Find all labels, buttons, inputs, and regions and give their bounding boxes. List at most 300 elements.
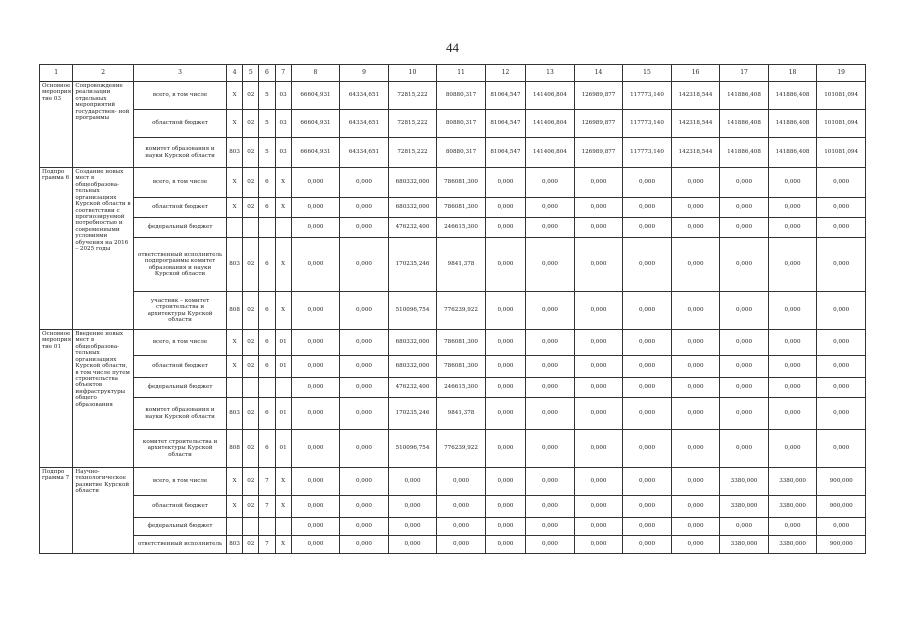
value-cell: 0,000 — [671, 292, 720, 330]
value-cell: 786081,300 — [437, 198, 486, 218]
value-cell: 72815,222 — [388, 110, 437, 138]
funding-source-cell: федеральный бюджет — [134, 518, 227, 536]
value-cell: 680332,000 — [388, 198, 437, 218]
value-cell: 0,000 — [485, 378, 525, 398]
code-cell: 5 — [259, 138, 275, 168]
value-cell: 9841,378 — [437, 238, 486, 292]
value-cell: 0,000 — [526, 430, 575, 468]
code-cell: X — [227, 496, 243, 518]
value-cell: 0,000 — [340, 238, 389, 292]
value-cell: 117773,140 — [623, 82, 672, 110]
value-cell: 0,000 — [485, 292, 525, 330]
value-cell: 0,000 — [817, 218, 866, 238]
value-cell: 900,000 — [817, 468, 866, 496]
table-row — [40, 82, 866, 110]
code-cell — [227, 378, 243, 398]
value-cell: 0,000 — [768, 518, 817, 536]
code-cell: X — [227, 82, 243, 110]
value-cell: 0,000 — [526, 468, 575, 496]
value-cell: 117773,140 — [623, 110, 672, 138]
value-cell: 80880,317 — [437, 138, 486, 168]
code-cell: 803 — [227, 398, 243, 430]
value-cell: 0,000 — [768, 378, 817, 398]
code-cell: 7 — [259, 536, 275, 554]
value-cell: 0,000 — [623, 168, 672, 198]
value-cell: 0,000 — [671, 536, 720, 554]
value-cell: 0,000 — [720, 518, 769, 536]
value-cell: 0,000 — [623, 218, 672, 238]
value-cell: 0,000 — [671, 430, 720, 468]
value-cell: 0,000 — [623, 292, 672, 330]
budget-table — [39, 64, 866, 554]
code-cell: 6 — [259, 430, 275, 468]
table-row — [40, 518, 866, 536]
table-row — [40, 110, 866, 138]
value-cell: 0,000 — [574, 218, 623, 238]
value-cell: 0,000 — [671, 356, 720, 378]
code-cell: 02 — [243, 398, 259, 430]
value-cell: 142318,544 — [671, 138, 720, 168]
value-cell: 0,000 — [485, 398, 525, 430]
column-header: 7 — [275, 65, 291, 82]
table-row — [40, 468, 866, 496]
value-cell: 0,000 — [340, 330, 389, 356]
table-row — [40, 430, 866, 468]
value-cell: 0,000 — [340, 356, 389, 378]
value-cell: 0,000 — [623, 238, 672, 292]
value-cell: 0,000 — [768, 356, 817, 378]
value-cell: 0,000 — [574, 292, 623, 330]
value-cell: 0,000 — [817, 198, 866, 218]
value-cell: 0,000 — [671, 518, 720, 536]
column-header: 13 — [526, 65, 575, 82]
value-cell: 786081,300 — [437, 356, 486, 378]
value-cell: 0,000 — [485, 468, 525, 496]
value-cell: 0,000 — [768, 398, 817, 430]
code-cell: X — [227, 110, 243, 138]
funding-source-cell: федеральный бюджет — [134, 378, 227, 398]
value-cell: 81064,547 — [485, 138, 525, 168]
value-cell: 141886,408 — [768, 138, 817, 168]
value-cell: 0,000 — [720, 430, 769, 468]
value-cell: 0,000 — [623, 378, 672, 398]
funding-source-cell: всего, в том числе — [134, 468, 227, 496]
value-cell: 0,000 — [720, 238, 769, 292]
value-cell: 510096,754 — [388, 292, 437, 330]
code-cell: 01 — [275, 430, 291, 468]
value-cell: 0,000 — [671, 218, 720, 238]
value-cell: 0,000 — [768, 168, 817, 198]
value-cell: 72815,222 — [388, 82, 437, 110]
value-cell: 0,000 — [623, 330, 672, 356]
column-header: 18 — [768, 65, 817, 82]
value-cell: 117773,140 — [623, 138, 672, 168]
value-cell: 786081,300 — [437, 330, 486, 356]
value-cell: 141406,804 — [526, 138, 575, 168]
value-cell: 0,000 — [768, 238, 817, 292]
value-cell: 3380,000 — [720, 536, 769, 554]
value-cell: 3380,000 — [768, 496, 817, 518]
code-cell: X — [227, 168, 243, 198]
value-cell: 0,000 — [623, 430, 672, 468]
value-cell: 0,000 — [485, 356, 525, 378]
funding-source-cell: всего, в том числе — [134, 168, 227, 198]
value-cell: 0,000 — [291, 398, 340, 430]
value-cell: 0,000 — [574, 518, 623, 536]
code-cell — [275, 518, 291, 536]
program-code-cell: Подпро грамма 7 — [40, 468, 73, 554]
value-cell: 0,000 — [526, 518, 575, 536]
value-cell: 0,000 — [291, 168, 340, 198]
column-header: 19 — [817, 65, 866, 82]
program-name-cell: Научно- технологическое развитие Курской области — [73, 468, 134, 554]
column-header: 9 — [340, 65, 389, 82]
funding-source-cell: комитет строительства и архитектуры Курской области — [134, 430, 227, 468]
value-cell: 141886,408 — [768, 110, 817, 138]
code-cell: 6 — [259, 330, 275, 356]
value-cell: 0,000 — [340, 430, 389, 468]
value-cell: 141886,408 — [720, 82, 769, 110]
code-cell: 02 — [243, 138, 259, 168]
value-cell: 0,000 — [340, 398, 389, 430]
value-cell: 0,000 — [340, 468, 389, 496]
value-cell: 0,000 — [291, 356, 340, 378]
funding-source-cell: ответственный исполнитель — [134, 536, 227, 554]
code-cell: 6 — [259, 198, 275, 218]
value-cell: 0,000 — [485, 330, 525, 356]
code-cell — [227, 218, 243, 238]
value-cell: 0,000 — [720, 378, 769, 398]
value-cell: 0,000 — [574, 198, 623, 218]
header-row — [40, 65, 866, 82]
page-number: 44 — [446, 40, 459, 55]
code-cell: 01 — [275, 356, 291, 378]
column-header: 1 — [40, 65, 73, 82]
code-cell — [275, 218, 291, 238]
code-cell: X — [227, 468, 243, 496]
value-cell: 680332,000 — [388, 330, 437, 356]
funding-source-cell: всего, в том числе — [134, 82, 227, 110]
column-header: 2 — [73, 65, 134, 82]
funding-source-cell: участник – комитет строительства и архитектуры Курской области — [134, 292, 227, 330]
value-cell: 101081,094 — [817, 82, 866, 110]
code-cell: 6 — [259, 238, 275, 292]
code-cell: 02 — [243, 110, 259, 138]
value-cell: 0,000 — [526, 496, 575, 518]
funding-source-cell: областной бюджет — [134, 110, 227, 138]
value-cell: 0,000 — [574, 168, 623, 198]
value-cell: 0,000 — [291, 198, 340, 218]
value-cell: 0,000 — [671, 168, 720, 198]
value-cell: 0,000 — [291, 536, 340, 554]
code-cell: 03 — [275, 82, 291, 110]
funding-source-cell: ответственный исполнитель подпрограммы комитет образования и науки Курской области — [134, 238, 227, 292]
value-cell: 81064,547 — [485, 82, 525, 110]
value-cell: 0,000 — [526, 536, 575, 554]
value-cell: 64334,651 — [340, 138, 389, 168]
value-cell: 246615,300 — [437, 378, 486, 398]
value-cell: 0,000 — [574, 430, 623, 468]
value-cell: 0,000 — [388, 518, 437, 536]
value-cell: 0,000 — [340, 536, 389, 554]
code-cell: X — [275, 238, 291, 292]
code-cell: X — [275, 292, 291, 330]
value-cell: 776239,922 — [437, 292, 486, 330]
funding-source-cell: комитет образования и науки Курской области — [134, 138, 227, 168]
value-cell: 0,000 — [574, 378, 623, 398]
value-cell: 0,000 — [817, 378, 866, 398]
program-code-cell: Основное мероприя тие 01 — [40, 330, 73, 468]
value-cell: 0,000 — [485, 218, 525, 238]
value-cell: 0,000 — [574, 238, 623, 292]
column-header: 3 — [134, 65, 227, 82]
value-cell: 9841,378 — [437, 398, 486, 430]
code-cell: 02 — [243, 356, 259, 378]
value-cell: 81064,547 — [485, 110, 525, 138]
value-cell: 0,000 — [623, 398, 672, 430]
table-row — [40, 198, 866, 218]
value-cell: 0,000 — [720, 356, 769, 378]
value-cell: 0,000 — [671, 198, 720, 218]
value-cell: 900,000 — [817, 536, 866, 554]
value-cell: 0,000 — [340, 518, 389, 536]
value-cell: 476232,400 — [388, 378, 437, 398]
value-cell: 72815,222 — [388, 138, 437, 168]
value-cell: 0,000 — [768, 430, 817, 468]
value-cell: 0,000 — [817, 518, 866, 536]
value-cell: 0,000 — [671, 238, 720, 292]
column-header: 5 — [243, 65, 259, 82]
funding-source-cell: областной бюджет — [134, 356, 227, 378]
value-cell: 0,000 — [574, 536, 623, 554]
column-header: 4 — [227, 65, 243, 82]
value-cell: 0,000 — [291, 378, 340, 398]
value-cell: 0,000 — [485, 238, 525, 292]
value-cell: 0,000 — [574, 496, 623, 518]
code-cell: 803 — [227, 138, 243, 168]
code-cell: 6 — [259, 292, 275, 330]
code-cell: 02 — [243, 238, 259, 292]
value-cell: 0,000 — [526, 378, 575, 398]
value-cell: 0,000 — [340, 198, 389, 218]
value-cell: 0,000 — [291, 292, 340, 330]
value-cell: 0,000 — [526, 330, 575, 356]
value-cell: 80880,317 — [437, 82, 486, 110]
value-cell: 170235,246 — [388, 398, 437, 430]
value-cell: 0,000 — [526, 198, 575, 218]
value-cell: 0,000 — [388, 468, 437, 496]
value-cell: 0,000 — [574, 468, 623, 496]
value-cell: 66604,931 — [291, 110, 340, 138]
table-row — [40, 292, 866, 330]
value-cell: 126989,877 — [574, 82, 623, 110]
value-cell: 0,000 — [485, 496, 525, 518]
value-cell: 0,000 — [720, 292, 769, 330]
value-cell: 0,000 — [485, 168, 525, 198]
code-cell — [259, 218, 275, 238]
value-cell: 0,000 — [526, 398, 575, 430]
value-cell: 680332,000 — [388, 168, 437, 198]
funding-source-cell: федеральный бюджет — [134, 218, 227, 238]
value-cell: 0,000 — [291, 468, 340, 496]
table-row — [40, 356, 866, 378]
value-cell: 66604,931 — [291, 138, 340, 168]
value-cell: 0,000 — [768, 198, 817, 218]
code-cell: 02 — [243, 430, 259, 468]
value-cell: 0,000 — [768, 330, 817, 356]
program-code-cell: Основное мероприя тие 03 — [40, 82, 73, 168]
code-cell: 5 — [259, 110, 275, 138]
column-header: 15 — [623, 65, 672, 82]
program-name-cell: Сопровождение реализации отдельных мероприятий государствен- ной программы — [73, 82, 134, 168]
value-cell: 0,000 — [623, 536, 672, 554]
value-cell: 141886,408 — [720, 138, 769, 168]
code-cell: 6 — [259, 168, 275, 198]
code-cell: 808 — [227, 430, 243, 468]
value-cell: 510096,754 — [388, 430, 437, 468]
value-cell: 0,000 — [671, 378, 720, 398]
value-cell: 0,000 — [526, 238, 575, 292]
value-cell: 0,000 — [720, 218, 769, 238]
table-row — [40, 496, 866, 518]
value-cell: 0,000 — [817, 168, 866, 198]
code-cell: 6 — [259, 398, 275, 430]
value-cell: 0,000 — [574, 398, 623, 430]
value-cell: 476232,400 — [388, 218, 437, 238]
value-cell: 142318,544 — [671, 82, 720, 110]
value-cell: 0,000 — [671, 398, 720, 430]
value-cell: 0,000 — [817, 430, 866, 468]
value-cell: 0,000 — [817, 356, 866, 378]
table-row — [40, 168, 866, 198]
code-cell: 02 — [243, 468, 259, 496]
value-cell: 0,000 — [768, 218, 817, 238]
column-header: 14 — [574, 65, 623, 82]
value-cell: 0,000 — [291, 518, 340, 536]
table-row — [40, 536, 866, 554]
value-cell: 0,000 — [291, 496, 340, 518]
value-cell: 0,000 — [291, 430, 340, 468]
value-cell: 0,000 — [526, 356, 575, 378]
value-cell: 0,000 — [340, 292, 389, 330]
value-cell: 776239,922 — [437, 430, 486, 468]
value-cell: 0,000 — [485, 198, 525, 218]
value-cell: 0,000 — [388, 536, 437, 554]
code-cell — [243, 378, 259, 398]
value-cell: 0,000 — [437, 518, 486, 536]
value-cell: 0,000 — [437, 468, 486, 496]
value-cell: 3380,000 — [768, 468, 817, 496]
value-cell: 0,000 — [340, 218, 389, 238]
code-cell: X — [275, 168, 291, 198]
code-cell: 7 — [259, 496, 275, 518]
value-cell: 0,000 — [388, 496, 437, 518]
value-cell: 0,000 — [720, 330, 769, 356]
value-cell: 142318,544 — [671, 110, 720, 138]
value-cell: 0,000 — [526, 168, 575, 198]
value-cell: 141886,408 — [768, 82, 817, 110]
code-cell: X — [227, 330, 243, 356]
code-cell: 6 — [259, 356, 275, 378]
program-code-cell: Подпро грамма 6 — [40, 168, 73, 330]
table-row — [40, 398, 866, 430]
code-cell: 03 — [275, 138, 291, 168]
value-cell: 64334,651 — [340, 110, 389, 138]
code-cell: 02 — [243, 168, 259, 198]
code-cell: 03 — [275, 110, 291, 138]
code-cell: 02 — [243, 536, 259, 554]
value-cell: 126989,877 — [574, 138, 623, 168]
program-name-cell: Создание новых мест в общеобразова- тельных организациях Курской области в соответствии с прогнозируемой потребностью и современными условиями обучения на 2016 – 2025 годы — [73, 168, 134, 330]
column-header: 11 — [437, 65, 486, 82]
value-cell: 0,000 — [671, 330, 720, 356]
code-cell: X — [275, 468, 291, 496]
table-row — [40, 238, 866, 292]
value-cell: 0,000 — [437, 496, 486, 518]
column-header: 12 — [485, 65, 525, 82]
value-cell: 101081,094 — [817, 110, 866, 138]
value-cell: 141886,408 — [720, 110, 769, 138]
value-cell: 3380,000 — [768, 536, 817, 554]
table-row — [40, 330, 866, 356]
code-cell: 803 — [227, 536, 243, 554]
value-cell: 3380,000 — [720, 496, 769, 518]
value-cell: 64334,651 — [340, 82, 389, 110]
value-cell: 0,000 — [623, 468, 672, 496]
value-cell: 0,000 — [526, 218, 575, 238]
value-cell: 80880,317 — [437, 110, 486, 138]
value-cell: 0,000 — [817, 238, 866, 292]
table-row — [40, 138, 866, 168]
funding-source-cell: областной бюджет — [134, 198, 227, 218]
code-cell: 02 — [243, 496, 259, 518]
value-cell: 786081,300 — [437, 168, 486, 198]
column-header: 8 — [291, 65, 340, 82]
code-cell: X — [275, 536, 291, 554]
value-cell: 0,000 — [437, 536, 486, 554]
value-cell: 66604,931 — [291, 82, 340, 110]
value-cell: 170235,246 — [388, 238, 437, 292]
value-cell: 0,000 — [817, 330, 866, 356]
code-cell — [259, 378, 275, 398]
value-cell: 0,000 — [340, 168, 389, 198]
code-cell: X — [275, 198, 291, 218]
value-cell: 0,000 — [623, 496, 672, 518]
code-cell: 808 — [227, 292, 243, 330]
code-cell: 02 — [243, 82, 259, 110]
value-cell: 0,000 — [720, 198, 769, 218]
code-cell — [243, 218, 259, 238]
code-cell: 803 — [227, 238, 243, 292]
value-cell: 0,000 — [291, 238, 340, 292]
code-cell: 02 — [243, 292, 259, 330]
code-cell: X — [227, 356, 243, 378]
value-cell: 0,000 — [574, 356, 623, 378]
code-cell: X — [227, 198, 243, 218]
funding-source-cell: комитет образования и науки Курской области — [134, 398, 227, 430]
value-cell: 0,000 — [817, 292, 866, 330]
column-header: 6 — [259, 65, 275, 82]
value-cell: 0,000 — [485, 518, 525, 536]
code-cell — [243, 518, 259, 536]
value-cell: 101081,094 — [817, 138, 866, 168]
value-cell: 0,000 — [720, 398, 769, 430]
code-cell: 02 — [243, 198, 259, 218]
value-cell: 141406,804 — [526, 110, 575, 138]
value-cell: 0,000 — [291, 218, 340, 238]
value-cell: 0,000 — [817, 398, 866, 430]
value-cell: 900,000 — [817, 496, 866, 518]
